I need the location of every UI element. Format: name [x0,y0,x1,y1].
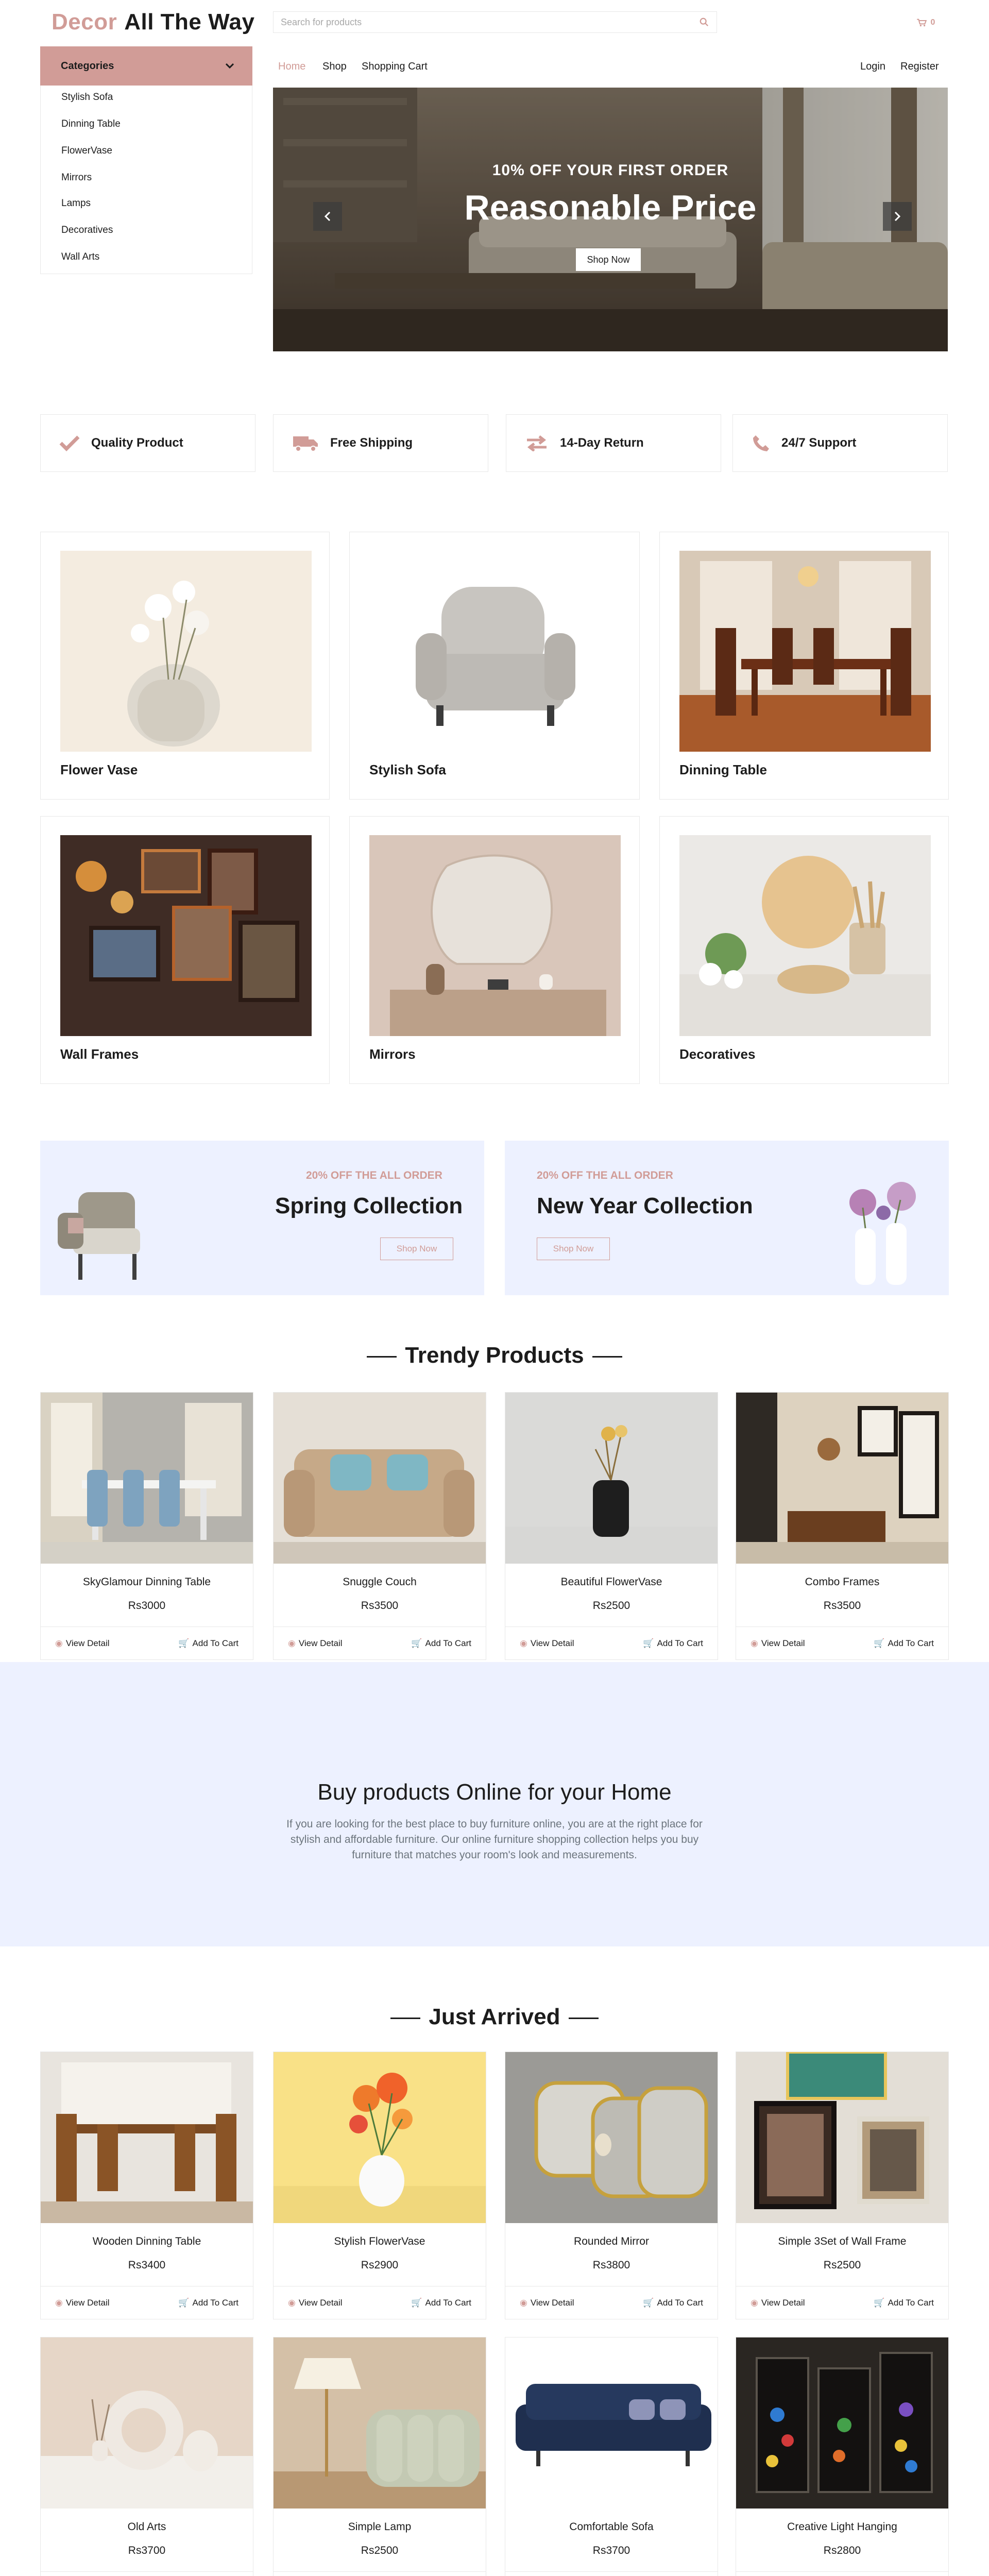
category-card[interactable] [659,816,949,1084]
product-image [505,2337,718,2509]
section-title: Just Arrived [429,2004,560,2029]
category-card[interactable] [40,532,330,800]
feature-support [732,414,948,472]
product-name[interactable]: Simple 3Set of Wall Frame [778,2235,907,2247]
add-to-cart-button[interactable] [643,1638,703,1649]
category-card[interactable] [659,532,949,800]
view-detail-label: View Detail [65,2298,110,2308]
add-to-cart-button[interactable] [411,1638,471,1649]
just-arrived-heading [0,2004,989,2030]
category-item[interactable]: Lamps [61,198,91,209]
heading-line [367,1356,397,1358]
product-card [505,2052,718,2319]
product-actions [41,2286,253,2319]
hero-shop-now-button[interactable]: Shop Now [576,248,641,271]
add-to-cart-label: Add To Cart [192,1638,238,1648]
product-image [736,2337,948,2509]
search-button[interactable] [692,12,717,32]
product-image [41,2337,253,2509]
add-to-cart-button[interactable] [874,1638,934,1649]
cart-icon: 🛒 [643,1638,654,1648]
cart-icon: 🛒 [178,2298,190,2308]
add-to-cart-label: Add To Cart [657,1638,703,1648]
cart-icon: 🛒 [411,2298,422,2308]
category-card-label: Mirrors [369,1046,416,1062]
heading-line [390,2018,420,2019]
product-card [736,2052,949,2319]
category-card[interactable] [40,816,330,1084]
product-price: Rs3700 [592,2545,630,2556]
view-detail-label: View Detail [530,2298,574,2308]
product-price: Rs2500 [823,2259,861,2271]
hero-carousel [273,88,948,351]
category-card-label: Dinning Table [679,762,767,777]
eye-icon: ◉ [55,2298,63,2308]
product-card [40,1392,253,1660]
category-item[interactable]: Wall Arts [61,251,100,262]
view-detail-button[interactable] [55,2298,110,2308]
product-price: Rs2800 [823,2545,861,2556]
product-price: Rs3700 [128,2545,166,2556]
cart-icon: 🛒 [411,1638,422,1648]
eye-icon: ◉ [520,2298,527,2308]
categories-toggle[interactable] [40,46,252,86]
search-input[interactable]: Search for products [281,17,362,27]
product-actions [41,2571,253,2576]
feature-label: Quality Product [91,436,183,450]
promo-text: If you are looking for the best place to buy furniture online, you are at the right place for stylish and affordable furniture. Our online furniture shopping collection helps you buy furniture that matches your room's look and measurements. [286,1818,703,1861]
category-card[interactable] [349,532,640,800]
category-item[interactable]: Decoratives [61,225,113,235]
view-detail-button[interactable] [55,1638,110,1649]
product-actions [736,1626,948,1659]
chevron-right-icon [894,212,900,221]
phone-icon [752,434,770,452]
view-detail-button[interactable] [751,2298,805,2308]
product-name[interactable]: Creative Light Hanging [787,2521,897,2533]
eye-icon: ◉ [55,1638,63,1648]
category-card-label: Stylish Sofa [369,762,446,777]
product-name[interactable]: Combo Frames [805,1576,880,1588]
product-image [736,1393,948,1564]
nav-home[interactable]: Home [278,61,306,72]
offer-spring [40,1141,484,1295]
view-detail-button[interactable] [288,2298,343,2308]
category-item[interactable]: FlowerVase [61,145,112,156]
eye-icon: ◉ [288,1638,296,1648]
product-card [736,2337,949,2576]
product-actions [736,2286,948,2319]
product-image [274,2052,486,2223]
cart-icon: 🛒 [874,1638,885,1648]
add-to-cart-label: Add To Cart [192,2298,238,2308]
nav-shop[interactable]: Shop [322,61,347,72]
logo-part-name: All The Way [124,9,255,35]
product-price: Rs3500 [361,1600,399,1612]
product-name[interactable]: Rounded Mirror [574,2235,649,2247]
add-to-cart-label: Add To Cart [425,2298,471,2308]
product-card [505,1392,718,1660]
exchange-icon [525,435,549,451]
view-detail-button[interactable] [520,2298,574,2308]
offer-title: Spring Collection [275,1193,463,1218]
product-image [274,1393,486,1564]
product-price: Rs3000 [128,1600,166,1612]
view-detail-button[interactable] [288,1638,343,1649]
product-actions [505,1626,718,1659]
view-detail-button[interactable] [520,1638,574,1649]
feature-shipping [273,414,488,472]
product-actions [505,2571,718,2576]
view-detail-label: View Detail [298,1638,343,1648]
product-actions [41,1626,253,1659]
product-card [273,1392,486,1660]
product-actions [736,2571,948,2576]
eye-icon: ◉ [288,2298,296,2308]
chevron-left-icon [325,212,331,221]
offer-discount: 20% OFF THE ALL ORDER [306,1170,442,1181]
add-to-cart-button[interactable] [178,1638,238,1649]
cart-icon: 🛒 [643,2298,654,2308]
offer-chair-image [47,1182,156,1285]
promo-section [0,1662,989,1946]
product-name[interactable]: Old Arts [127,2521,166,2533]
product-price: Rs2500 [361,2545,399,2556]
dinning-table-image [679,551,931,752]
product-actions [274,1626,486,1659]
hero-title: Reasonable Price [464,188,757,227]
heading-line [592,1356,622,1358]
stylish-sofa-image [369,551,621,752]
logo-part-decor: Decor [52,9,117,35]
product-price: Rs3800 [592,2259,630,2271]
offer-title: New Year Collection [537,1193,753,1218]
wall-frames-image [60,835,312,1036]
product-name[interactable]: Wooden Dinning Table [92,2235,201,2247]
product-name[interactable]: Snuggle Couch [343,1576,417,1588]
category-item[interactable]: Dinning Table [61,118,121,129]
search-icon [700,18,709,27]
feature-return [506,414,721,472]
category-item[interactable]: Stylish Sofa [61,92,113,103]
hero-subtitle: 10% OFF YOUR FIRST ORDER [492,162,729,179]
feature-label: 24/7 Support [781,436,857,450]
truck-icon [292,434,319,452]
check-icon [59,435,80,451]
product-card [40,2337,253,2576]
product-price: Rs2500 [592,1600,630,1612]
product-card [505,2337,718,2576]
cart-count: 0 [930,18,935,27]
add-to-cart-button[interactable] [874,2298,934,2308]
view-detail-label: View Detail [65,1638,110,1648]
add-to-cart-label: Add To Cart [657,2298,703,2308]
category-item[interactable]: Mirrors [61,172,92,183]
heading-line [569,2018,599,2019]
section-title: Trendy Products [405,1343,584,1368]
product-image [736,2052,948,2223]
product-price: Rs3500 [823,1600,861,1612]
product-image [274,2337,486,2509]
product-card [273,2337,486,2576]
add-to-cart-label: Add To Cart [888,1638,934,1648]
view-detail-label: View Detail [761,2298,805,2308]
add-to-cart-button[interactable] [411,2298,471,2308]
product-card [40,2052,253,2319]
nav-register[interactable]: Register [900,61,939,72]
site-logo[interactable] [52,9,254,35]
product-name[interactable]: Simple Lamp [348,2521,412,2533]
cart-icon [916,19,927,27]
promo-title: Buy products Online for your Home [317,1780,672,1805]
offer-discount: 20% OFF THE ALL ORDER [537,1170,673,1181]
product-image [41,1393,253,1564]
feature-label: Free Shipping [330,436,413,450]
nav-shopping-cart[interactable]: Shopping Cart [362,61,428,72]
product-name[interactable]: Beautiful FlowerVase [560,1576,662,1588]
view-detail-label: View Detail [530,1638,574,1648]
view-detail-button[interactable] [751,1638,805,1649]
decoratives-image [679,835,931,1036]
categories-menu [40,86,252,274]
product-image [505,1393,718,1564]
search-bar[interactable] [273,11,717,33]
offer-shop-now-button[interactable]: Shop Now [380,1238,453,1260]
view-detail-label: View Detail [761,1638,805,1648]
add-to-cart-label: Add To Cart [425,1638,471,1648]
eye-icon: ◉ [751,2298,758,2308]
add-to-cart-label: Add To Cart [888,2298,934,2308]
product-card [736,1392,949,1660]
feature-label: 14-Day Return [560,436,644,450]
cart-icon: 🛒 [874,2298,885,2308]
offer-new-year [505,1141,949,1295]
product-name[interactable]: Stylish FlowerVase [334,2235,425,2247]
product-actions [274,2286,486,2319]
carousel-prev-button[interactable] [313,202,342,231]
eye-icon: ◉ [520,1638,527,1648]
carousel-next-button[interactable] [883,202,912,231]
category-card-label: Wall Frames [60,1046,139,1062]
flower-vase-image [60,551,312,752]
product-name[interactable]: Comfortable Sofa [569,2521,654,2533]
trendy-products-heading [0,1343,989,1368]
nav-login[interactable]: Login [860,61,885,72]
category-card-label: Decoratives [679,1046,756,1062]
category-card-label: Flower Vase [60,762,138,777]
cart-button[interactable] [912,15,940,30]
add-to-cart-button[interactable] [643,2298,703,2308]
chevron-down-icon [226,63,234,69]
feature-quality [40,414,255,472]
eye-icon: ◉ [751,1638,758,1648]
product-price: Rs3400 [128,2259,166,2271]
product-actions [505,2286,718,2319]
cart-icon: 🛒 [178,1638,190,1648]
add-to-cart-button[interactable] [178,2298,238,2308]
view-detail-label: View Detail [298,2298,343,2308]
offer-vases-image [834,1172,937,1290]
product-price: Rs2900 [361,2259,399,2271]
offer-shop-now-button[interactable]: Shop Now [537,1238,610,1260]
product-card [273,2052,486,2319]
product-image [505,2052,718,2223]
category-card[interactable] [349,816,640,1084]
mirrors-image [369,835,621,1036]
categories-title: Categories [61,60,114,72]
product-actions [274,2571,486,2576]
product-image [41,2052,253,2223]
product-name[interactable]: SkyGlamour Dinning Table [82,1576,211,1588]
